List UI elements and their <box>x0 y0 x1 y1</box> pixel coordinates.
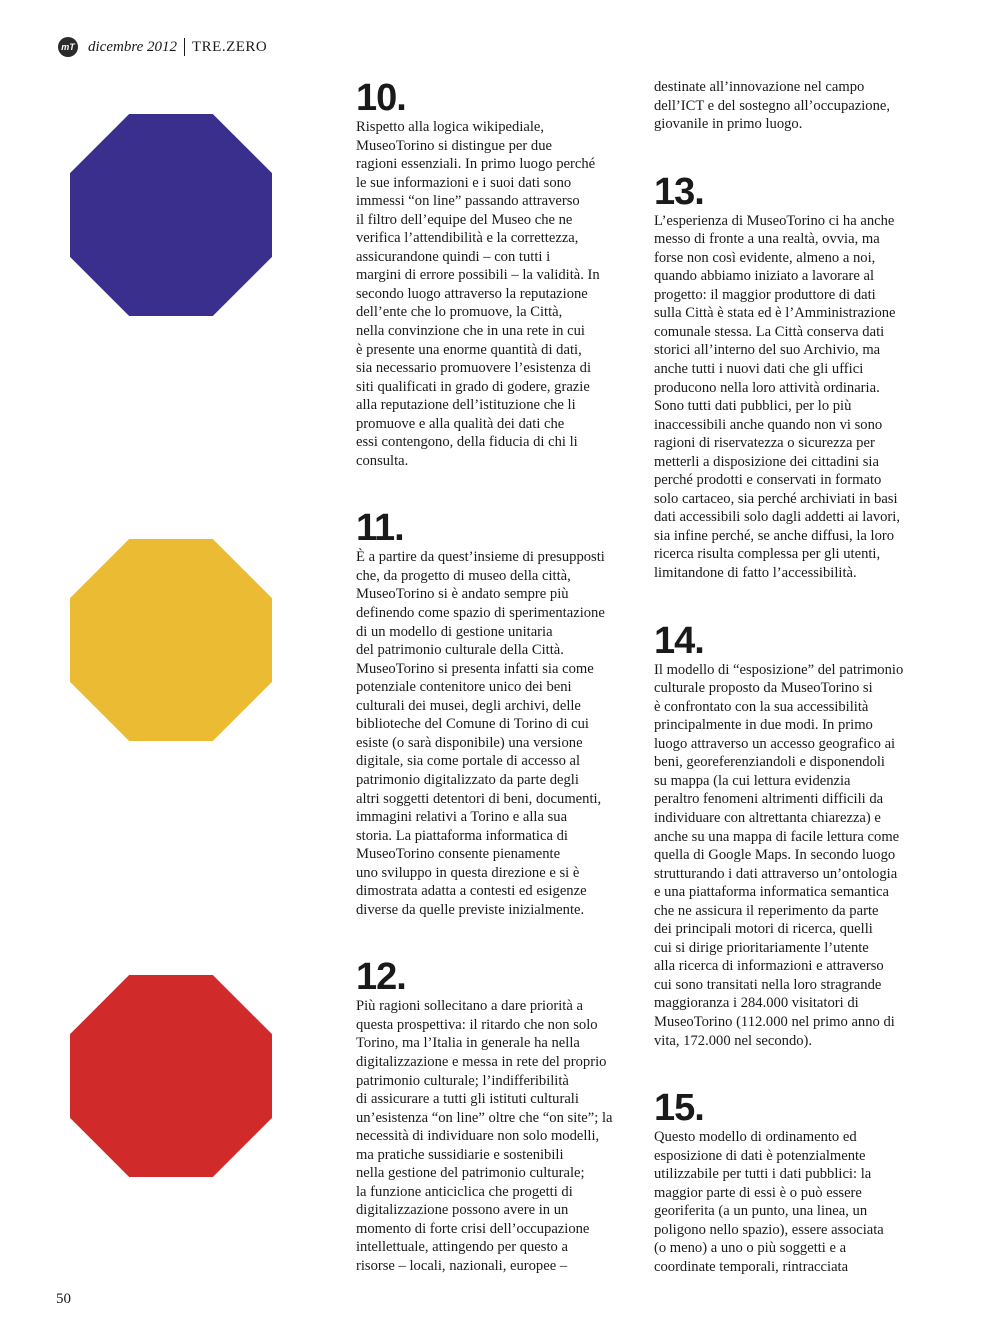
section-number: 13. <box>654 170 704 213</box>
octagon-blue <box>70 114 272 316</box>
octagon-red <box>70 975 272 1177</box>
section-text: Più ragioni sollecitano a dare priorità a questa prospettiva: il ritardo che non solo Torino, ma l’Italia in generale ha nella digitalizzazione e messa in rete del proprio patrimonio culturale; l’indifferibilità di assicurare a tutti gli istituti culturali un’esistenza “on line” oltre che “on site”; la necessità di individuare non solo modelli, ma pratiche sussidiarie e sostenibili nella gestione del patrimonio culturale; la funzione anticiclica che progetti di digitalizzazione possono avere in un momento di forte crisi dell’occupazione intellettuale, attingendo per questo a risorse – locali, nazionali, europee – <box>356 998 613 1274</box>
text-column-left <box>356 78 640 1276</box>
section-12-continued <box>654 78 938 134</box>
section-10 <box>356 78 640 470</box>
section-14 <box>654 621 938 1050</box>
magazine-name: TRE.ZERO <box>192 38 268 55</box>
octagon-shape <box>70 539 272 741</box>
page-number: 50 <box>56 1291 71 1307</box>
section-number: 11. <box>356 507 404 550</box>
section-text: L’esperienza di MuseoTorino ci ha anche messo di fronte a una realtà, ovvia, ma forse non così evidente, almeno a noi, quando abbiamo iniziato a lavorare al progetto: il maggior produttore di dati sulla Città è stata ed è l’Amministrazione comunale stessa. La Città conserva dati storici all’interno del suo Archivio, ma anche tutti i nuovi dati che gli uffici producono nella loro attività ordinaria. Sono tutti dati pubblici, per lo più inaccessibili anche quando non vi sono ragioni di riservatezza o sicurezza per metterli a disposizione dei cittadini sia perché prodotti e conservati in formato solo cartaceo, sia perché archiviati in basi dati accessibili solo dagli addetti ai lavori, sia infine perché, se anche diffusi, la loro ricerca risulta complessa per gli utenti, limitandone di fatto l’accessibilità. <box>654 212 900 582</box>
magazine-logo: mT <box>58 37 78 57</box>
octagon-shape <box>70 975 272 1177</box>
section-text: Questo modello di ordinamento ed esposizione di dati è potenzialmente utilizzabile per tutti i dati pubblici: la maggior parte di essi è o può essere georiferita (a un punto, una linea, un poligono nello spazio), essere associata (o meno) a uno o più soggetti e a coordinate temporali, rintracciata <box>654 1129 884 1275</box>
section-number: 15. <box>654 1087 704 1130</box>
section-15 <box>654 1088 938 1276</box>
section-text: destinate all’innovazione nel campo dell’ICT e del sostegno all’occupazione, giovanile in primo luogo. <box>654 79 890 133</box>
page-header <box>58 36 267 58</box>
octagon-yellow <box>70 539 272 741</box>
text-column-right <box>654 78 938 1276</box>
section-text: È a partire da quest’insieme di presupposti che, da progetto di museo della città, MuseoTorino si è andato sempre più definendo come spazio di sperimentazione di un modello di gestione unitaria del patrimonio culturale della Città. MuseoTorino si presenta infatti sia come potenziale contenitore unico dei beni culturali dei musei, degli archivi, delle biblioteche del Comune di Torino di cui esiste (o sarà disponibile) una versione digitale, sia come portale di accesso al patrimonio digitalizzato da parte degli altri soggetti detentori di beni, documenti, immagini relativi a Torino e alla sua storia. La piattaforma informatica di MuseoTorino consente pienamente uno sviluppo in questa direzione e si è dimostrata adatta a contesti ed esigenze diverse da quelle previste inizialmente. <box>356 549 605 918</box>
section-number: 14. <box>654 619 704 662</box>
header-divider <box>184 38 185 56</box>
issue-date: dicembre 2012 <box>88 38 178 55</box>
section-text: Rispetto alla logica wikipediale, MuseoTorino si distingue per due ragioni essenziali. In primo luogo perché le sue informazioni e i suoi dati sono immessi “on line” passando attraverso il filtro dell’equipe del Museo che ne verifica l’attendibilità e la correttezza, assicurandone quindi – con tutti i margini di errore possibili – la validità. In secondo luogo attraverso la reputazione dell’ente che lo promuove, la Città, nella convinzione che in una rete in cui è presente una enorme quantità di dati, sia necessario promuovere l’esistenza di siti qualificati in grado di godere, grazie alla reputazione dell’istituzione che li promuove e alla qualità dei dati che essi contengono, della fiducia di chi li consulta. <box>356 119 600 469</box>
section-number: 12. <box>356 956 406 999</box>
octagon-shape <box>70 114 272 316</box>
section-11 <box>356 508 640 919</box>
section-12 <box>356 957 640 1275</box>
section-13 <box>654 172 938 583</box>
section-number: 10. <box>356 77 406 119</box>
section-text: Il modello di “esposizione” del patrimonio culturale proposto da MuseoTorino si è confrontato con la sua accessibilità principalmente in due modi. In primo luogo attraverso un accesso geografico ai beni, georeferenziandoli e disponendoli su mappa (la cui lettura evidenzia peraltro fenomeni altrimenti difficili da individuare con altrettanta chiarezza) e anche su una mappa di facile lettura come quella di Google Maps. In secondo luogo strutturando i dati attraverso un’ontologia e una piattaforma informatica semantica che ne assicura il reperimento da parte dei principali motori di ricerca, quelli cui si dirige prioritariamente l’utente alla ricerca di informazioni e attraverso cui sono transitati nella loro stragrande maggioranza i 284.000 visitatori di MuseoTorino (112.000 nel primo anno di vita, 172.000 nel secondo). <box>654 661 904 1049</box>
